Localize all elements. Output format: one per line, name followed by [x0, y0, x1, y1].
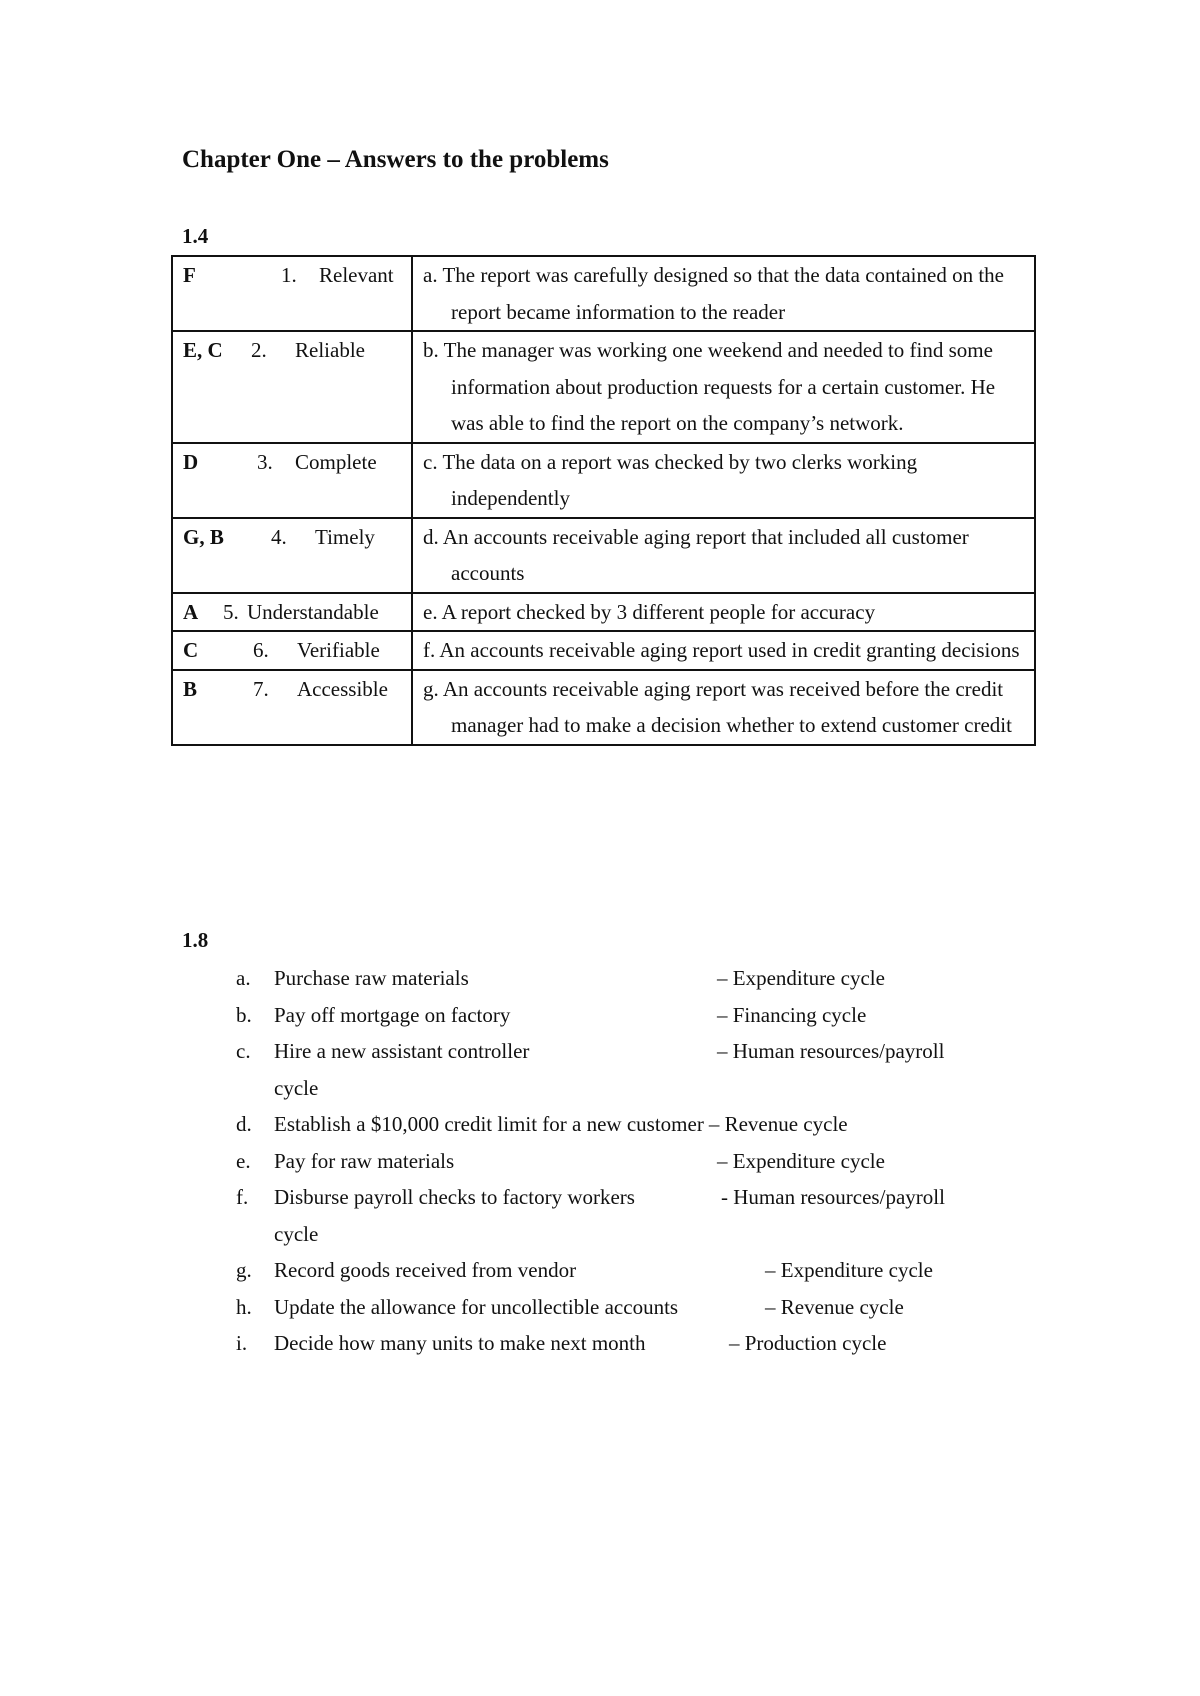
item-task: Pay off mortgage on factory: [274, 1002, 511, 1027]
definition-text: e. A report checked by 3 different people for accuracy: [423, 599, 876, 624]
table-row: [172, 443, 1035, 518]
definition-cell: [412, 593, 1035, 632]
item-answer: – Expenditure cycle: [717, 966, 885, 990]
item-letter: i.: [236, 1331, 248, 1355]
definition-text: f. An accounts receivable aging report used in credit granting decisions: [423, 638, 1020, 662]
list-item: [236, 1289, 1036, 1326]
item-letter: h.: [236, 1294, 252, 1319]
item-continuation: cycle: [274, 1221, 319, 1246]
item-letter: f.: [236, 1185, 249, 1209]
term-number: 1.: [281, 263, 297, 287]
term-label: Complete: [295, 449, 377, 474]
definition-text: b. The manager was working one weekend and needed to find some information about production requests for a certain customer. He was able to find the report on the company’s network.: [423, 338, 996, 435]
table-row: [172, 631, 1035, 670]
item-continuation: cycle: [274, 1075, 319, 1100]
table-row: [172, 670, 1035, 745]
definition-cell: [412, 518, 1035, 593]
item-letter: g.: [236, 1258, 252, 1282]
definition-text: d. An accounts receivable aging report that included all customer accounts: [423, 524, 969, 585]
answer-letter: B: [183, 676, 198, 701]
answer-letter: E, C: [183, 338, 223, 362]
term-number: 4.: [271, 524, 287, 549]
term-label: Verifiable: [297, 638, 380, 662]
list-item: [236, 1252, 1036, 1289]
list-item: [236, 1325, 1036, 1362]
item-task: Disburse payroll checks to factory workers: [274, 1185, 635, 1209]
term-cell: [172, 256, 412, 331]
term-number: 3.: [257, 449, 273, 474]
list-item: [236, 1033, 1036, 1106]
term-cell: [172, 443, 412, 518]
answer-letter: A: [183, 599, 199, 624]
term-label: Understandable: [247, 599, 379, 624]
item-answer: – Financing cycle: [717, 1002, 867, 1027]
matching-table: [171, 255, 1036, 746]
list-item: [236, 960, 1036, 997]
definition-text: g. An accounts receivable aging report was received before the credit manager had to make a decision whether to extend customer credit: [423, 676, 1012, 737]
item-answer: – Revenue cycle: [765, 1294, 904, 1319]
item-task: Establish a $10,000 credit limit for a new customer: [274, 1112, 704, 1136]
list-item: [236, 997, 1036, 1034]
item-letter: c.: [236, 1039, 251, 1063]
item-answer: – Expenditure cycle: [717, 1148, 885, 1173]
item-task: Record goods received from vendor: [274, 1258, 577, 1282]
term-cell: [172, 593, 412, 632]
item-letter: b.: [236, 1002, 252, 1027]
list-item: [236, 1106, 1036, 1143]
item-answer: - Human resources/payroll: [721, 1185, 945, 1209]
item-letter: d.: [236, 1112, 252, 1136]
term-cell: [172, 331, 412, 443]
term-number: 2.: [251, 338, 267, 362]
item-task: Hire a new assistant controller: [274, 1039, 530, 1063]
definition-cell: [412, 443, 1035, 518]
term-label: Reliable: [295, 338, 365, 362]
term-number: 7.: [253, 676, 269, 701]
definition-text: c. The data on a report was checked by two clerks working independently: [423, 449, 918, 510]
answer-letter: G, B: [183, 524, 224, 549]
definition-cell: [412, 256, 1035, 331]
list-item: [236, 1179, 1036, 1252]
definition-cell: [412, 670, 1035, 745]
table-row: [172, 593, 1035, 632]
item-answer: – Expenditure cycle: [765, 1258, 933, 1282]
answer-letter: F: [183, 263, 196, 287]
item-answer: – Revenue cycle: [708, 1112, 848, 1136]
term-cell: [172, 670, 412, 745]
cycle-list: [236, 960, 1036, 1362]
item-letter: e.: [236, 1148, 251, 1173]
table-row: [172, 256, 1035, 331]
item-task: Decide how many units to make next month: [274, 1331, 646, 1355]
item-answer: – Human resources/payroll: [717, 1039, 945, 1063]
list-item: [236, 1143, 1036, 1180]
term-cell: [172, 518, 412, 593]
term-label: Timely: [315, 524, 375, 549]
term-cell: [172, 631, 412, 670]
table-row: [172, 518, 1035, 593]
answer-letter: C: [183, 638, 199, 662]
term-label: Accessible: [297, 676, 388, 701]
item-task: Update the allowance for uncollectible accounts: [274, 1294, 679, 1319]
term-number: 6.: [253, 638, 269, 662]
term-label: Relevant: [319, 263, 394, 287]
definition-cell: [412, 631, 1035, 670]
answer-letter: D: [183, 449, 199, 474]
definition-text: a. The report was carefully designed so that the data contained on the report became information to the reader: [423, 263, 1004, 324]
item-task: Pay for raw materials: [274, 1148, 455, 1173]
term-number: 5.: [223, 599, 239, 624]
page-title: Chapter One – Answers to the problems: [182, 146, 609, 173]
definition-cell: [412, 331, 1035, 443]
table-row: [172, 331, 1035, 443]
item-letter: a.: [236, 966, 251, 990]
section-heading-1-8: 1.8: [182, 928, 209, 952]
item-task: Purchase raw materials: [274, 966, 469, 990]
item-answer: – Production cycle: [729, 1331, 887, 1355]
section-heading-1-4: 1.4: [182, 224, 209, 248]
